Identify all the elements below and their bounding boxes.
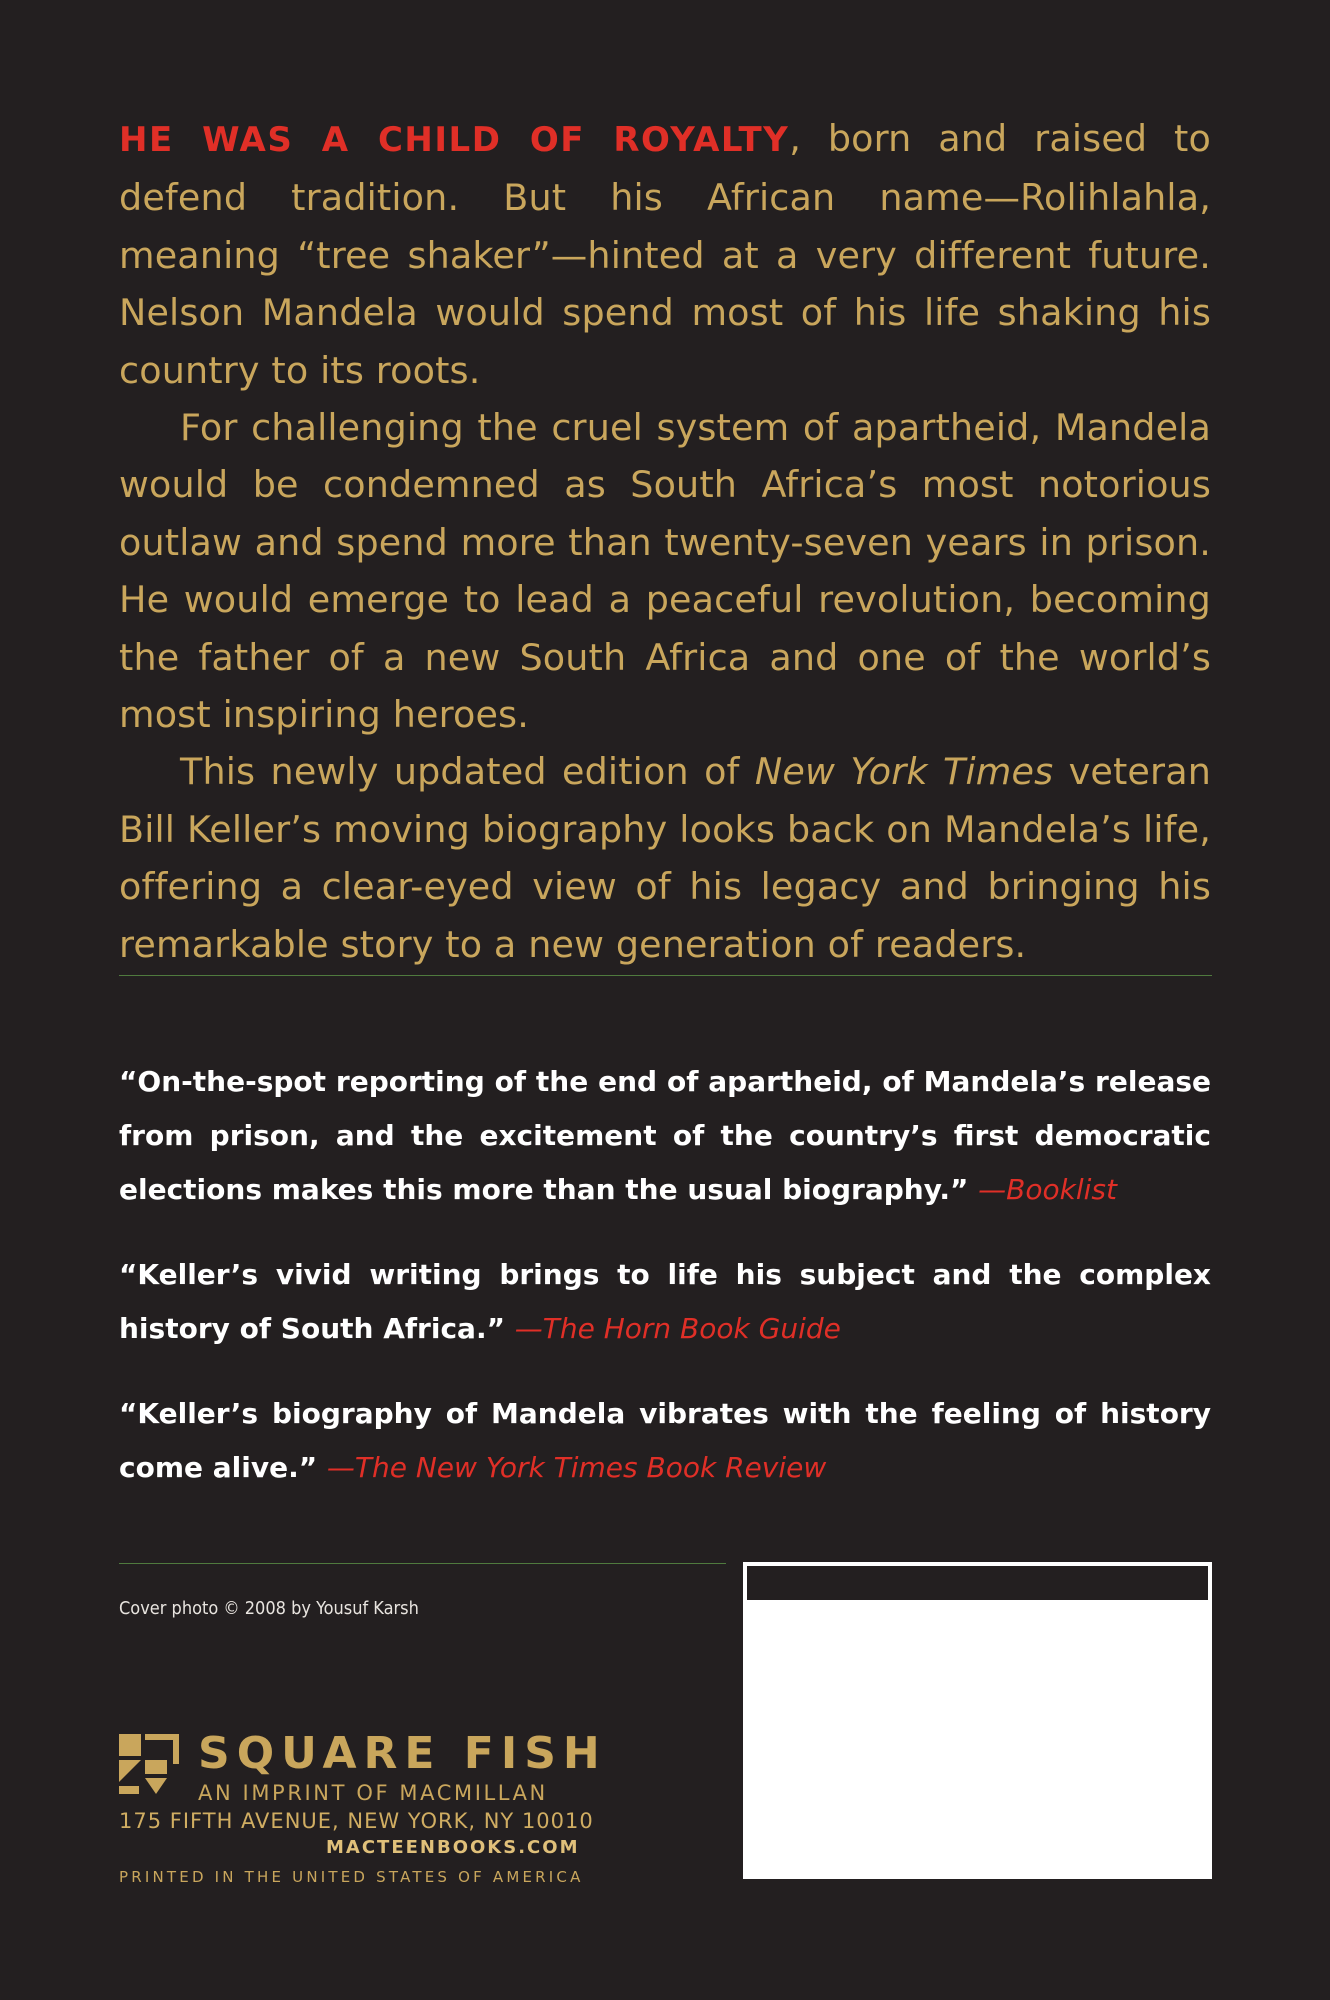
review-quote-source: —The New York Times Book Review	[326, 1451, 827, 1484]
publisher-url: MACTEENBOOKS.COM	[326, 1837, 580, 1858]
blurb-paragraph-2: For challenging the cruel system of apartheid, Mandela would be condemned as South Africa’s most notorious outlaw and spend more than twenty-seven years in prison. He would emerge to lead a peaceful revolution, becoming the father of a new South Africa and one of the world’s most inspiring heroes.	[119, 406, 1211, 737]
review-quotes	[119, 1055, 1211, 1526]
square-fish-logo-icon	[119, 1734, 179, 1794]
review-quote-text: “Keller’s vivid writing brings to life his subject and the complex history of South Africa.”	[119, 1258, 1211, 1345]
blurb-paragraph-3	[119, 743, 1211, 973]
blurb-paragraph-1	[119, 110, 1211, 399]
blurb-paragraph-3-a: This newly updated edition of	[180, 750, 755, 794]
divider-bottom	[119, 1563, 726, 1564]
printed-in: PRINTED IN THE UNITED STATES OF AMERICA	[119, 1868, 584, 1886]
barcode-header-strip	[747, 1566, 1208, 1600]
publisher-imprint: AN IMPRINT OF MACMILLAN	[198, 1781, 548, 1805]
review-quote	[119, 1387, 1211, 1495]
blurb-paragraph-3-b: veteran Bill Keller’s moving biography looks back on Mandela’s life, offering a clear-eyed view of his legacy and bringing his remarkable story to a new generation of readers.	[119, 750, 1211, 966]
publisher-name: SQUARE FISH	[198, 1728, 607, 1779]
review-quote-text: “Keller’s biography of Mandela vibrates with the feeling of history come alive.”	[119, 1397, 1211, 1484]
publisher-address: 175 FIFTH AVENUE, NEW YORK, NY 10010	[119, 1809, 594, 1833]
review-quote-source: —Booklist	[978, 1173, 1117, 1206]
review-quote-text: “On-the-spot reporting of the end of apartheid, of Mandela’s release from prison, and the excitement of the country’s first democratic elections makes this more than the usual biography.”	[119, 1065, 1211, 1206]
photo-credit: Cover photo © 2008 by Yousuf Karsh	[119, 1598, 419, 1619]
review-quote	[119, 1055, 1211, 1217]
review-quote-source: —The Horn Book Guide	[514, 1312, 841, 1345]
description-blurb	[119, 110, 1211, 973]
blurb-newspaper-title: New York Times	[754, 750, 1054, 794]
divider-top	[119, 975, 1212, 976]
review-quote	[119, 1248, 1211, 1356]
barcode-area	[743, 1562, 1212, 1879]
blurb-lead: HE WAS A CHILD OF ROYALTY	[119, 120, 790, 160]
blurb-paragraph-1-text: , born and raised to defend tradition. But his African name—Rolihlahla, meaning “tree shaker”—hinted at a very different future. Nelson Mandela would spend most of his life shaking his country to its roots.	[119, 117, 1211, 392]
